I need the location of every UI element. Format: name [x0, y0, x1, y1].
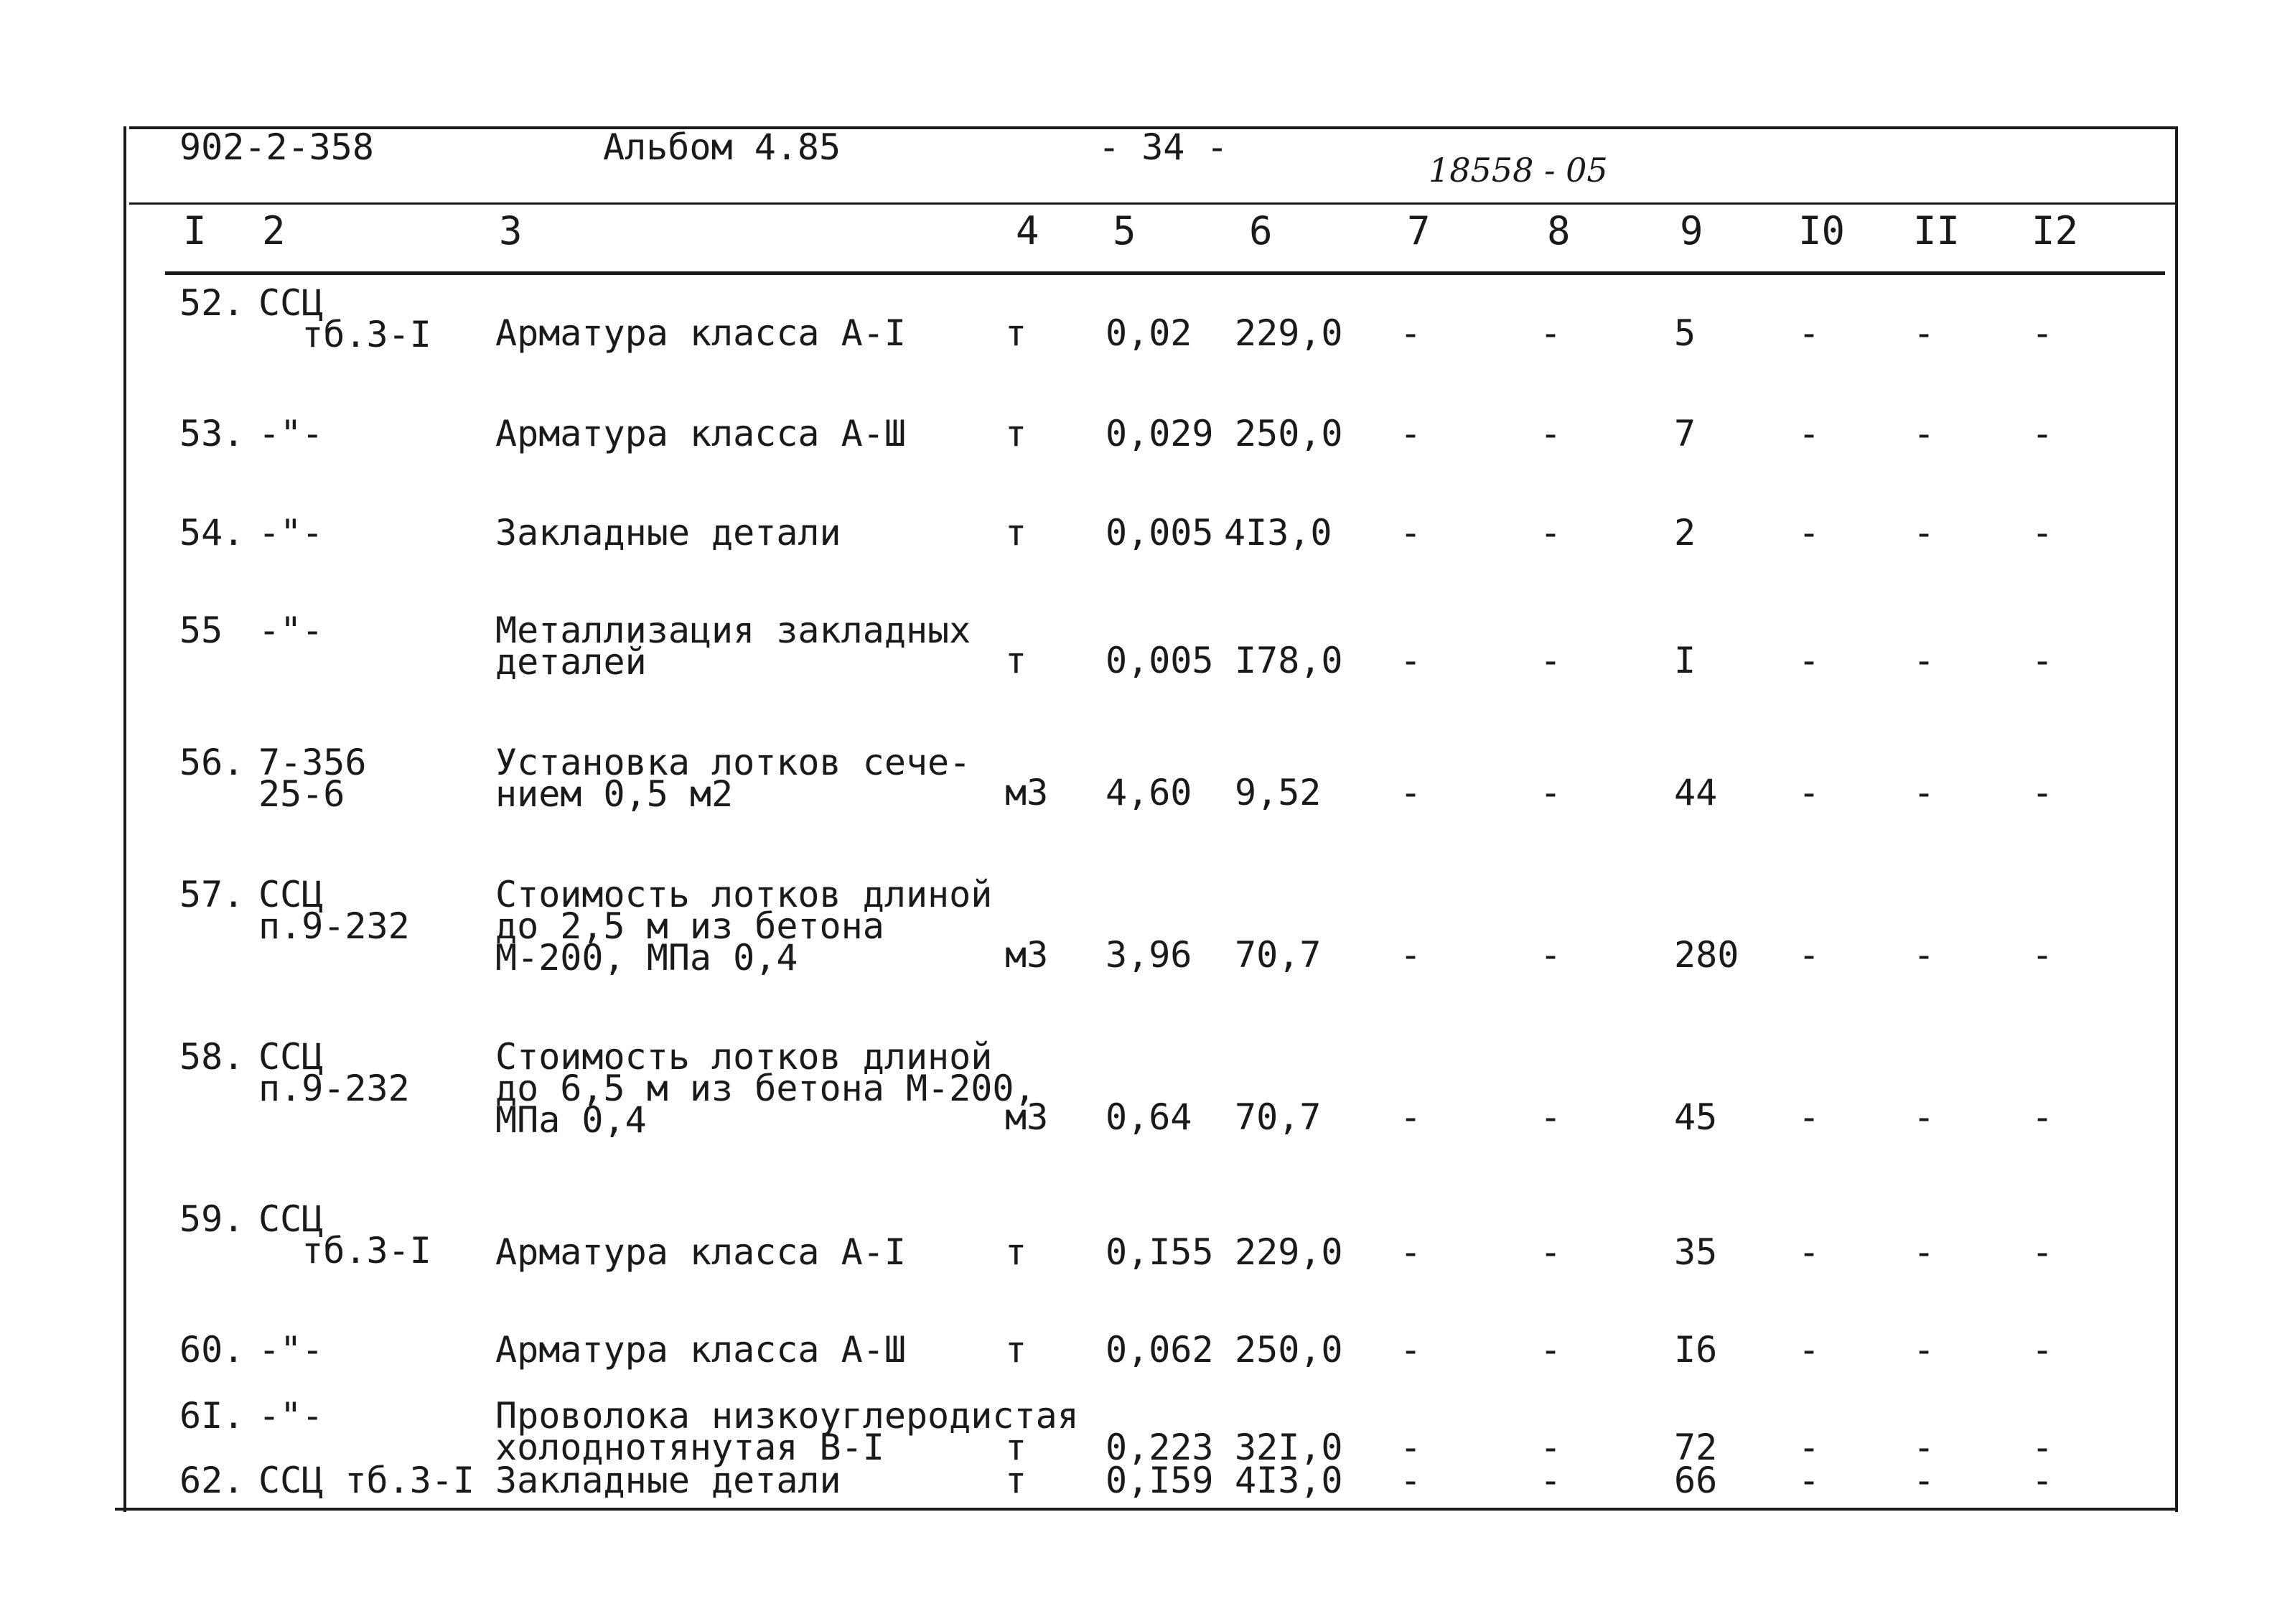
row-col11: - [1913, 512, 1935, 554]
row-number: 58. [179, 1036, 245, 1078]
row-col10: - [1798, 1096, 1820, 1138]
row-number: 59. [179, 1198, 245, 1240]
row-unit: м3 [1005, 1096, 1049, 1138]
row-unit: т [1005, 1427, 1027, 1468]
column-header-divider [165, 271, 2165, 275]
column-number: I [183, 208, 207, 253]
row-col8: - [1540, 312, 1562, 354]
row-number: 56. [179, 742, 245, 783]
row-col12: - [2032, 1231, 2054, 1273]
row-number: 53. [179, 413, 245, 454]
column-number: 4 [1016, 208, 1039, 253]
row-col12: - [2032, 1329, 2054, 1371]
row-description: Арматура класса А-I [495, 312, 906, 354]
row-col11: - [1913, 1096, 1935, 1138]
row-number: 62. [179, 1460, 245, 1501]
row-total: 2 [1674, 512, 1696, 554]
row-unit-cost: 4I3,0 [1224, 512, 1332, 554]
row-description: Металлизация закладных деталей [495, 610, 971, 683]
row-description: Установка лотков сече- нием 0,5 м2 [495, 742, 971, 815]
row-unit-cost: I78,0 [1235, 640, 1343, 681]
column-number: II [1913, 208, 1960, 253]
column-number: 9 [1680, 208, 1703, 253]
row-col12: - [2032, 1427, 2054, 1468]
row-unit: м3 [1005, 772, 1049, 813]
column-number: 7 [1407, 208, 1431, 253]
row-col11: - [1913, 1329, 1935, 1371]
row-col11: - [1913, 1427, 1935, 1468]
row-unit: м3 [1005, 934, 1049, 976]
row-reference: ССЦ тб.3-I [258, 1460, 475, 1501]
row-total: 7 [1674, 413, 1696, 454]
row-col10: - [1798, 934, 1820, 976]
row-col10: - [1798, 413, 1820, 454]
row-reference: ССЦ тб.3-I [258, 282, 431, 355]
row-number: 6I. [179, 1395, 245, 1437]
row-col12: - [2032, 934, 2054, 976]
row-col7: - [1400, 1427, 1422, 1468]
row-description: Закладные детали [495, 512, 841, 554]
row-col11: - [1913, 1460, 1935, 1501]
column-number: 2 [262, 208, 286, 253]
row-unit-cost: 229,0 [1235, 1231, 1343, 1273]
column-number: 3 [499, 208, 523, 253]
row-total: 72 [1674, 1427, 1718, 1468]
row-total: 45 [1674, 1096, 1718, 1138]
album-label: Альбом 4.85 [603, 126, 841, 168]
column-number: 6 [1249, 208, 1273, 253]
row-col7: - [1400, 934, 1422, 976]
row-quantity: 4,60 [1106, 772, 1192, 813]
frame-bottom-border [115, 1508, 2175, 1511]
row-col8: - [1540, 1096, 1562, 1138]
column-numbers [0, 208, 2295, 266]
row-total: 280 [1674, 934, 1739, 976]
row-description: Стоимость лотков длиной до 6,5 м из бетона М-200, МПа 0,4 [495, 1036, 1036, 1141]
row-quantity: 0,029 [1106, 413, 1214, 454]
row-col7: - [1400, 512, 1422, 554]
row-reference: -"- [258, 1395, 324, 1437]
row-col7: - [1400, 1329, 1422, 1371]
row-col10: - [1798, 1427, 1820, 1468]
row-unit: т [1005, 640, 1027, 681]
row-unit-cost: 32I,0 [1235, 1427, 1343, 1468]
row-number: 52. [179, 282, 245, 324]
row-quantity: 0,I55 [1106, 1231, 1214, 1273]
row-col11: - [1913, 934, 1935, 976]
row-description: Стоимость лотков длиной до 2,5 м из бетона М-200, МПа 0,4 [495, 874, 993, 979]
row-reference: -"- [258, 512, 324, 554]
column-number: 8 [1547, 208, 1571, 253]
row-quantity: 0,005 [1106, 640, 1214, 681]
row-description: Арматура класса А-I [495, 1231, 906, 1273]
row-col8: - [1540, 772, 1562, 813]
row-number: 57. [179, 874, 245, 915]
row-unit-cost: 250,0 [1235, 1329, 1343, 1371]
row-col7: - [1400, 1460, 1422, 1501]
row-unit: т [1005, 1460, 1027, 1501]
row-col12: - [2032, 512, 2054, 554]
row-total: 35 [1674, 1231, 1718, 1273]
row-col8: - [1540, 413, 1562, 454]
row-col8: - [1540, 1231, 1562, 1273]
row-quantity: 0,223 [1106, 1427, 1214, 1468]
row-col7: - [1400, 772, 1422, 813]
row-col7: - [1400, 1096, 1422, 1138]
document-code: 902-2-358 [179, 126, 374, 168]
handwritten-inventory-number: 18558 - 05 [1429, 151, 1608, 190]
row-col8: - [1540, 934, 1562, 976]
row-total: I6 [1674, 1329, 1718, 1371]
row-unit: т [1005, 1329, 1027, 1371]
row-number: 55 [179, 610, 223, 651]
page-number: - 34 - [1098, 126, 1228, 168]
row-description: Арматура класса А-Ш [495, 1329, 906, 1371]
row-col11: - [1913, 772, 1935, 813]
row-unit: т [1005, 1231, 1027, 1273]
row-col12: - [2032, 640, 2054, 681]
row-col8: - [1540, 1329, 1562, 1371]
row-col12: - [2032, 1460, 2054, 1501]
row-col10: - [1798, 640, 1820, 681]
row-unit-cost: 9,52 [1235, 772, 1322, 813]
row-col10: - [1798, 512, 1820, 554]
row-col11: - [1913, 413, 1935, 454]
row-col7: - [1400, 413, 1422, 454]
row-reference: ССЦ п.9-232 [258, 1036, 410, 1109]
row-number: 54. [179, 512, 245, 554]
row-col12: - [2032, 772, 2054, 813]
row-col10: - [1798, 1460, 1820, 1501]
row-unit: т [1005, 413, 1027, 454]
row-quantity: 0,02 [1106, 312, 1192, 354]
row-col8: - [1540, 1460, 1562, 1501]
row-reference: -"- [258, 1329, 324, 1371]
row-quantity: 0,I59 [1106, 1460, 1214, 1501]
row-quantity: 0,005 [1106, 512, 1214, 554]
row-reference: -"- [258, 610, 324, 651]
row-description: Закладные детали [495, 1460, 841, 1501]
row-reference: ССЦ п.9-232 [258, 874, 410, 947]
frame-right-border [2175, 126, 2178, 1512]
row-unit-cost: 70,7 [1235, 1096, 1322, 1138]
row-col10: - [1798, 1329, 1820, 1371]
row-unit-cost: 229,0 [1235, 312, 1343, 354]
column-number: 5 [1113, 208, 1136, 253]
row-reference: 7-356 25-6 [258, 742, 367, 815]
header-divider [129, 202, 2177, 205]
row-col12: - [2032, 1096, 2054, 1138]
row-reference: ССЦ тб.3-I [258, 1198, 431, 1271]
row-description: Арматура класса А-Ш [495, 413, 906, 454]
row-total: I [1674, 640, 1696, 681]
row-col8: - [1540, 512, 1562, 554]
row-unit-cost: 4I3,0 [1235, 1460, 1343, 1501]
row-col7: - [1400, 1231, 1422, 1273]
row-col11: - [1913, 312, 1935, 354]
row-col7: - [1400, 640, 1422, 681]
row-col10: - [1798, 1231, 1820, 1273]
row-quantity: 0,062 [1106, 1329, 1214, 1371]
column-number: I0 [1798, 208, 1846, 253]
row-col11: - [1913, 640, 1935, 681]
row-total: 5 [1674, 312, 1696, 354]
row-total: 66 [1674, 1460, 1718, 1501]
row-col8: - [1540, 640, 1562, 681]
row-col11: - [1913, 1231, 1935, 1273]
row-description: Проволока низкоуглеродистая холоднотянутая В-I [495, 1395, 1079, 1468]
row-unit-cost: 70,7 [1235, 934, 1322, 976]
row-col7: - [1400, 312, 1422, 354]
column-number: I2 [2032, 208, 2079, 253]
row-col10: - [1798, 312, 1820, 354]
row-quantity: 3,96 [1106, 934, 1192, 976]
row-number: 60. [179, 1329, 245, 1371]
row-unit: т [1005, 512, 1027, 554]
row-col8: - [1540, 1427, 1562, 1468]
row-unit: т [1005, 312, 1027, 354]
frame-left-border [123, 126, 126, 1512]
row-col10: - [1798, 772, 1820, 813]
row-total: 44 [1674, 772, 1718, 813]
row-reference: -"- [258, 413, 324, 454]
row-quantity: 0,64 [1106, 1096, 1192, 1138]
row-col12: - [2032, 413, 2054, 454]
row-unit-cost: 250,0 [1235, 413, 1343, 454]
row-col12: - [2032, 312, 2054, 354]
